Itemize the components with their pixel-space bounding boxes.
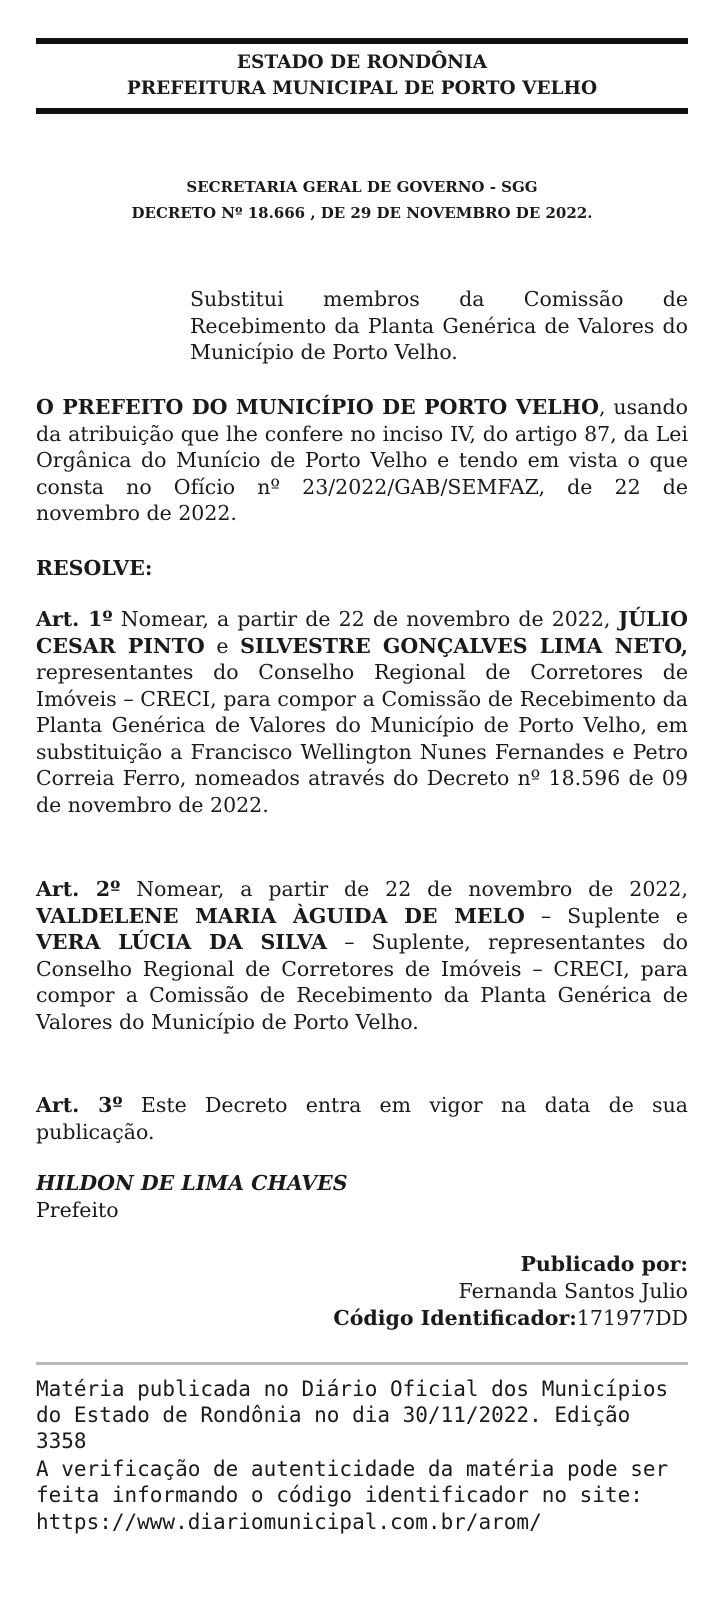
footer-line-2: do Estado de Rondônia no dia 30/11/2022. Edição — [36, 1403, 631, 1427]
decree-summary: Substitui membros da Comissão de Recebimento da Planta Genérica de Valores do Município de Porto Velho. — [190, 287, 688, 364]
article-2: Art. 2º Nomear, a partir de 22 de novembro de 2022, VALDELENE MARIA ÀGUIDA DE MELO – Suplente e VERA LÚCIA DA SILVA – Suplente, representantes do Conselho Regional de Corretores de Imóveis – CRECI, para compor a Comissão de Recebimento da Planta Genérica de Valores do Município de Porto Velho. — [36, 877, 689, 1034]
article-3-label: Art. 3º — [36, 1093, 123, 1117]
article-1-label: Art. 1º — [36, 607, 113, 631]
preamble-paragraph — [36, 394, 688, 527]
signature-name: HILDON DE LIMA CHAVES — [36, 1171, 348, 1195]
resolve-heading: RESOLVE: — [36, 556, 153, 580]
header-top-rule — [36, 38, 688, 44]
article-3: Art. 3º Este Decreto entra em vigor na data de sua publicação. — [36, 1093, 689, 1144]
preamble-authority: O PREFEITO DO MUNICÍPIO DE PORTO VELHO — [36, 395, 599, 419]
decree-title: DECRETO Nº 18.666 , DE 29 DE NOVEMBRO DE 2022. — [131, 204, 593, 222]
footer-url[interactable]: https://www.diariomunicipal.com.br/arom/ — [36, 1510, 542, 1534]
footer-line-4: A verificação de autenticidade da matéria pode ser — [36, 1457, 669, 1481]
footer-divider — [36, 1362, 688, 1365]
footer-line-3: 3358 — [36, 1429, 87, 1453]
header-bottom-rule — [36, 108, 688, 114]
article-1-name-2: SILVESTRE GONÇALVES LIMA NETO, — [240, 633, 688, 658]
article-2-name-2: VERA LÚCIA DA SILVA — [36, 930, 328, 954]
article-2-name-1: VALDELENE MARIA ÀGUIDA DE MELO — [36, 903, 525, 928]
footer-line-5: feita informando o código identificador no site: — [36, 1483, 643, 1507]
published-by-label: Publicado por: — [520, 1252, 688, 1276]
secretariat-title: SECRETARIA GERAL DE GOVERNO - SGG — [186, 178, 538, 196]
identifier-code: Código Identificador:171977DD — [333, 1306, 688, 1330]
header-city-hall: PREFEITURA MUNICIPAL DE PORTO VELHO — [126, 78, 598, 99]
signature-role: Prefeito — [36, 1198, 119, 1222]
article-1-name-1: JÚLIO CESAR PINTO — [36, 607, 688, 658]
preamble-text: , usando da atribuição que lhe confere no inciso IV, do artigo 87, da Lei Orgânica do Munício de Porto Velho e tendo em vista o que consta no Ofício nº 23/2022/GAB/SEMFAZ, de 22 de novembro de 2022. — [36, 395, 688, 525]
article-2-label: Art. 2º — [36, 877, 121, 901]
publisher-name: Fernanda Santos Julio — [458, 1279, 688, 1303]
footer-line-1: Matéria publicada no Diário Oficial dos Municípios — [36, 1377, 669, 1401]
article-1: Art. 1º Nomear, a partir de 22 de novembro de 2022, JÚLIO CESAR PINTO e SILVESTRE GONÇALVES LIMA NETO, representantes do Conselho Regional de Corretores de Imóveis – CRECI, para compor a Comissão de Recebimento da Planta Genérica de Valores do Município de Porto Velho, em substituição a Francisco Wellington Nunes Fernandes e Petro Correia Ferro, nomeados através do Decreto nº 18.596 de 09 de novembro de 2022. — [36, 607, 688, 817]
header-state: ESTADO DE RONDÔNIA — [236, 52, 488, 73]
